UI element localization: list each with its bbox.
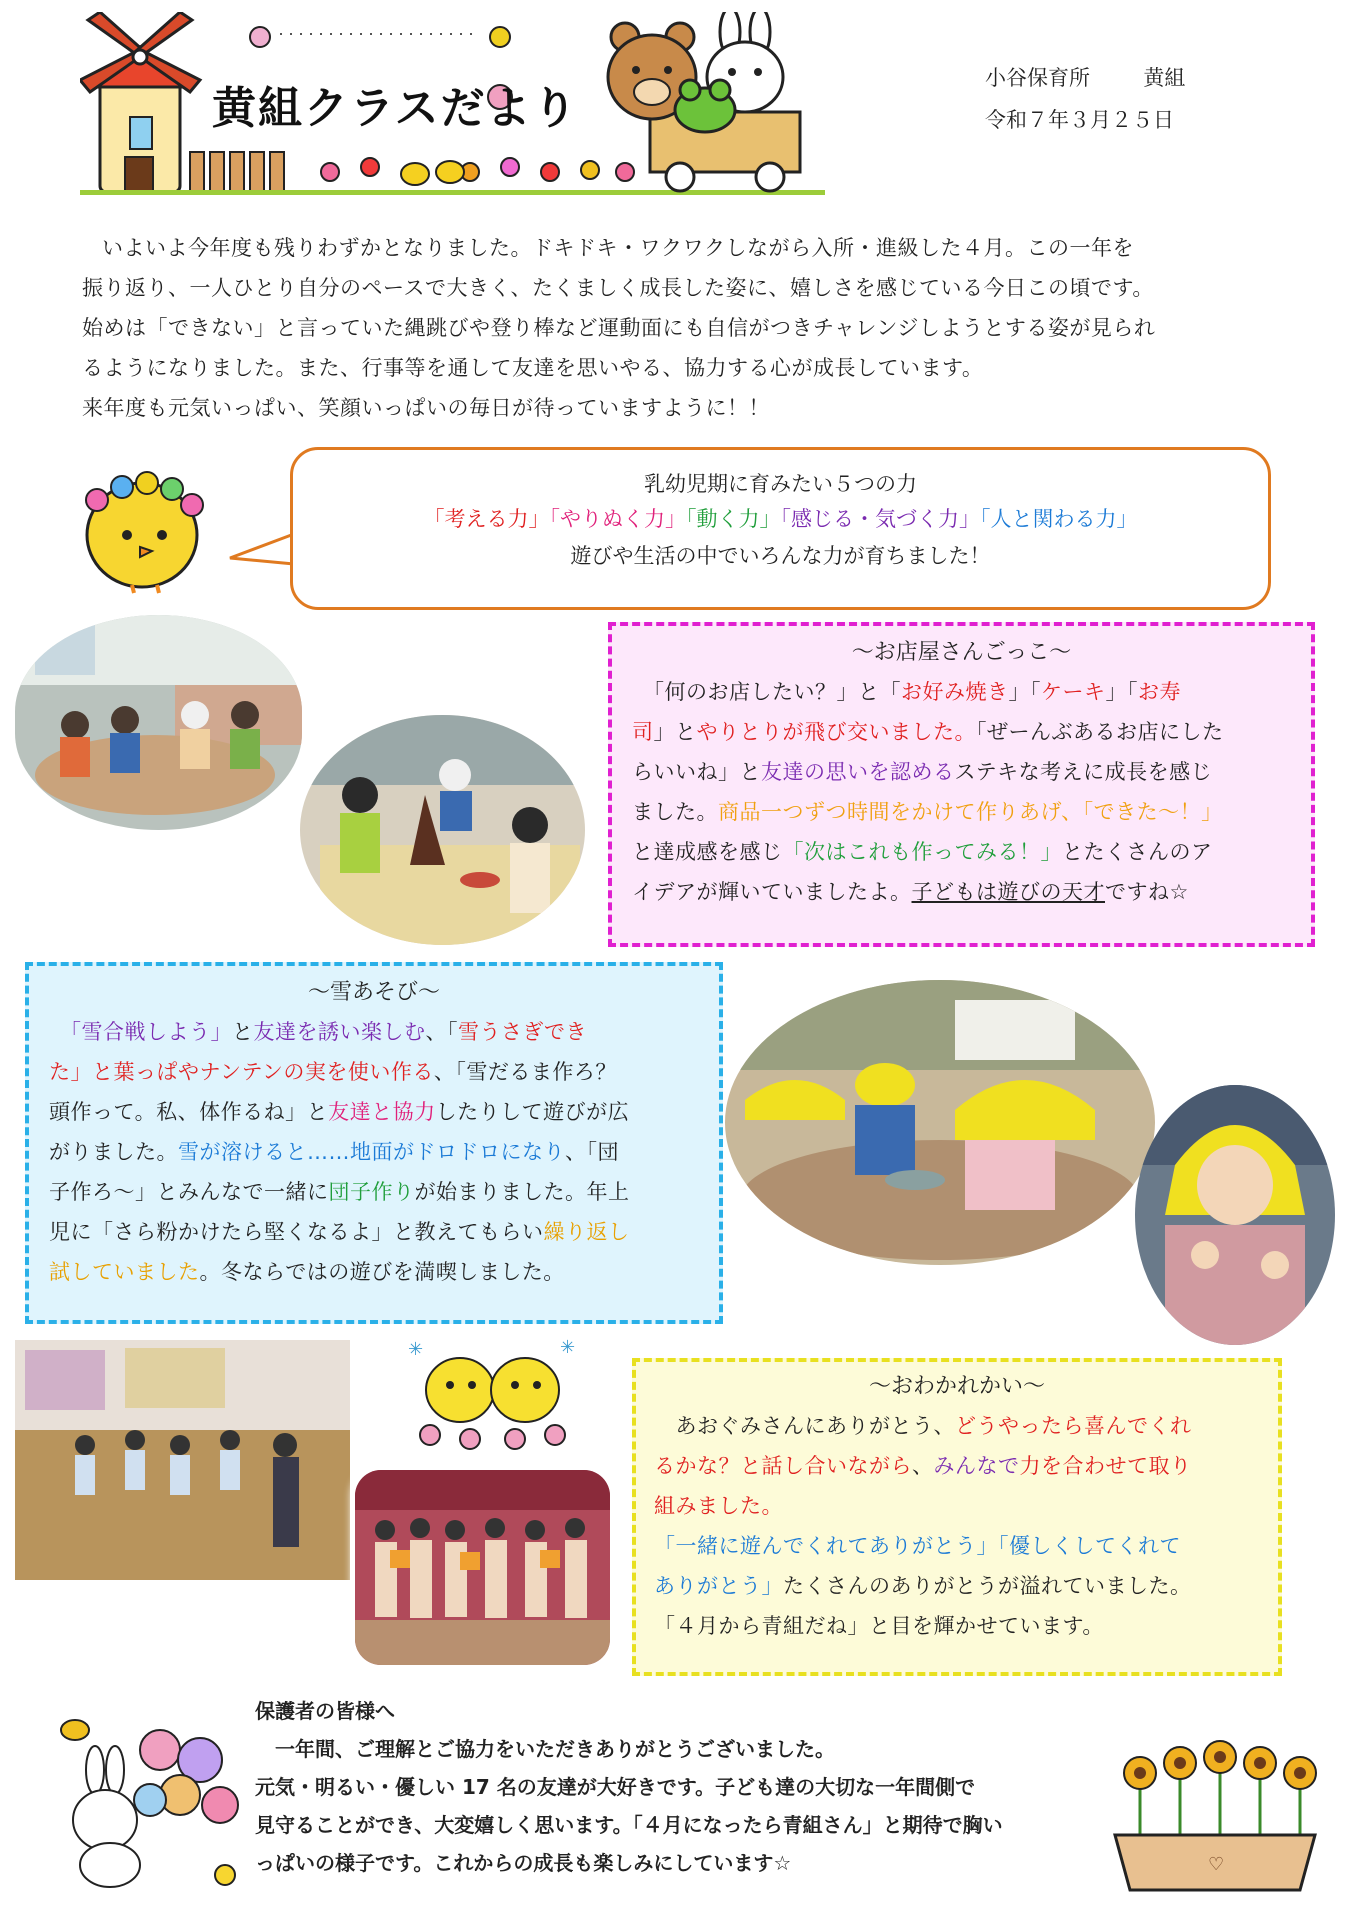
photo-farewell-presentation <box>355 1470 610 1665</box>
power-think: 「考える力」 <box>423 507 550 531</box>
photo-snow-group <box>725 980 1155 1265</box>
power-relate: 「人と関わる力」 <box>980 507 1138 531</box>
text-segment: 」「 <box>1105 680 1138 704</box>
parents-line: 見守ることができ、大変嬉しく思います。「４月になったら青組さん」と期待で胸い <box>255 1813 1003 1837</box>
text-segment: ケーキ <box>1041 680 1106 704</box>
frog-icon <box>675 80 735 132</box>
farewell-line <box>654 1486 1278 1526</box>
text-segment: と <box>232 1020 254 1044</box>
shop-line <box>632 872 1311 912</box>
text-segment: 「雪合戦しよう」 <box>49 1020 232 1044</box>
text-segment: お寿 <box>1138 680 1181 704</box>
shop-line <box>632 752 1311 792</box>
parents-heading: 保護者の皆様へ <box>255 1699 395 1723</box>
bubble-tail <box>228 530 298 570</box>
snow-line <box>49 1092 719 1132</box>
snow-line <box>49 1012 719 1052</box>
snow-line <box>49 1052 719 1092</box>
shop-body <box>612 672 1311 912</box>
text-segment: たくさんのありがとうが溢れていました。 <box>783 1574 1192 1598</box>
photo-farewell-game <box>15 1340 350 1580</box>
text-segment: ました。 <box>632 800 718 824</box>
text-segment: 「４月から青組だね」と目を輝かせています。 <box>654 1614 1104 1638</box>
text-segment: 児に「さら粉かけたら堅くなるよ」と教えてもらい <box>49 1220 544 1244</box>
text-segment: 。冬ならではの遊びを満喫しました。 <box>199 1260 565 1284</box>
text-segment: 」「 <box>1008 680 1041 704</box>
snow-play-box <box>25 962 723 1324</box>
shop-play-box <box>608 622 1315 947</box>
text-segment: 「ぜーんぶあるお店にした <box>976 720 1224 744</box>
text-segment: 試していました <box>49 1260 200 1284</box>
text-segment: 、「 <box>425 1020 458 1044</box>
intro-line: 始めは「できない」と言っていた縄跳びや登り棒など運動面にも自信がつきチャレンジしようとする姿が見られ <box>82 316 1156 340</box>
text-segment: るかな？と話し合いながら <box>654 1454 912 1478</box>
school-label: 小谷保育所 <box>985 66 1090 90</box>
chicks-illustration <box>400 1335 585 1455</box>
parents-line: 一年間、ご理解とご協力をいただきありがとうございました。 <box>255 1737 835 1761</box>
flower-icon <box>134 1730 238 1823</box>
farewell-line <box>654 1446 1278 1486</box>
text-segment: とたくさんのア <box>1062 840 1213 864</box>
text-segment: したりして遊びが広 <box>435 1100 630 1124</box>
shop-line <box>632 832 1311 872</box>
text-segment: 団子作り <box>328 1180 415 1204</box>
text-segment: 」と <box>653 720 697 744</box>
text-segment: 「何のお店したい？」と「 <box>632 680 901 704</box>
text-segment: 友達と協力 <box>328 1100 436 1124</box>
farewell-body <box>636 1406 1278 1646</box>
intro-line: 振り返り、一人ひとり自分のペースで大きく、たくましく成長した姿に、嬉しさを感じている今日この頃です。 <box>82 276 1154 300</box>
text-segment: どうやったら喜んでくれ <box>955 1414 1192 1438</box>
text-segment: 葉っぱやナンテンの実を使い作る <box>113 1060 434 1084</box>
intro-paragraph <box>82 228 1282 428</box>
flowerpot-icon <box>1100 1735 1330 1895</box>
text-segment: お好み焼き <box>901 680 1009 704</box>
text-segment: が始まりました。年上 <box>414 1180 630 1204</box>
text-segment: ありがとう」 <box>654 1574 783 1598</box>
text-segment: ステキな考えに成長を感じ <box>954 760 1213 784</box>
intro-line: いよいよ今年度も残りわずかとなりました。ドキドキ・ワクワクしながら入所・進級した４月。この一年を <box>102 236 1134 260</box>
rabbit-icon <box>73 1746 140 1887</box>
text-segment: 雪うさぎでき <box>458 1020 587 1044</box>
shop-line <box>632 712 1311 752</box>
powers-line <box>293 500 1268 538</box>
text-segment: 、 <box>912 1454 934 1478</box>
text-segment: 友達を誘い楽しむ <box>253 1020 426 1044</box>
text-segment: 「できた～！」 <box>1082 800 1223 824</box>
flowerpot-illustration <box>1100 1735 1330 1895</box>
snow-line <box>49 1212 719 1252</box>
chick-mascot <box>62 455 212 595</box>
school-name <box>985 62 1185 92</box>
parents-line: 元気・明るい・優しい 17 名の友達が大好きです。子ども達の大切な一年間側で <box>255 1775 976 1799</box>
bubble-closing: 遊びや生活の中でいろんな力が育ちました！ <box>570 544 991 568</box>
text-segment: ですね☆ <box>1105 880 1189 904</box>
text-segment: 繰り返し <box>543 1220 630 1244</box>
chick-icon <box>401 161 464 185</box>
photo-shop-play <box>300 715 585 945</box>
svg-text:✳: ✳ <box>408 1339 424 1360</box>
power-feel: 「感じる・気づく力」 <box>780 507 980 531</box>
chick-icon <box>215 1865 235 1885</box>
text-segment: らいいね」と <box>632 760 761 784</box>
chick-icon <box>400 1335 585 1455</box>
text-segment: 「次はこれも作ってみる！」 <box>782 840 1062 864</box>
shop-title: ～お店屋さんごっこ～ <box>851 640 1072 665</box>
shop-line <box>632 672 1311 712</box>
text-segment: 友達の思いを認める <box>761 760 955 784</box>
text-segment: 組みました。 <box>654 1494 783 1518</box>
text-segment: 司 <box>632 720 654 744</box>
text-segment: 商品一つずつ時間をかけて作りあげ、 <box>718 800 1083 824</box>
power-persist: 「やりぬく力」 <box>549 507 686 531</box>
bunny-flowers-illustration <box>50 1710 250 1890</box>
shop-line <box>632 792 1311 832</box>
svg-text:♡: ♡ <box>1208 1854 1225 1875</box>
text-segment: た」と <box>49 1060 114 1084</box>
snow-body <box>29 1012 719 1292</box>
text-segment: 「一緒に遊んでくれてありがとう」「優しくしてくれて <box>654 1534 1181 1558</box>
parents-message <box>255 1692 1115 1882</box>
flower-icon <box>420 1425 565 1449</box>
text-segment: 、「雪だるま作ろ？ <box>433 1060 617 1084</box>
snow-title: ～雪あそび～ <box>307 980 440 1005</box>
farewell-box <box>632 1358 1282 1676</box>
text-segment: みんなで <box>933 1454 1020 1478</box>
intro-line: 来年度も元気いっぱい、笑顔いっぱいの毎日が待っていますように！！ <box>82 396 770 420</box>
text-segment: イデアが輝いていましたよ。 <box>632 880 912 904</box>
snow-line <box>49 1252 719 1292</box>
five-powers-bubble <box>290 447 1271 610</box>
intro-line: るようになりました。また、行事等を通して友達を思いやる、協力する心が成長しています。 <box>82 356 984 380</box>
farewell-line <box>654 1406 1278 1446</box>
photo-snow-child <box>1135 1085 1335 1345</box>
text-segment: 雪が溶けると……地面がドロドロになり <box>178 1140 565 1164</box>
snow-line <box>49 1132 719 1172</box>
farewell-title: ～おわかれかい～ <box>868 1374 1045 1399</box>
parents-line: っぱいの様子です。これからの成長も楽しみにしています☆ <box>255 1851 792 1875</box>
text-segment: 子作ろ～」とみんなで一緒に <box>49 1180 329 1204</box>
text-segment: と達成感を感じ <box>632 840 783 864</box>
class-label: 黄組 <box>1143 66 1186 90</box>
text-segment: 、「団 <box>565 1140 619 1164</box>
text-segment: 頭作って。私、体作るね」と <box>49 1100 329 1124</box>
bubble-heading: 乳幼児期に育みたい５つの力 <box>644 472 917 496</box>
header-banner <box>80 12 825 197</box>
text-segment: 力を合わせて取り <box>1019 1454 1192 1478</box>
text-segment: 子どもは遊びの天才 <box>911 880 1105 904</box>
text-segment: あおぐみさんにありがとう、 <box>654 1414 955 1438</box>
newsletter-title: 黄組クラスだより <box>212 83 579 134</box>
power-move: 「動く力」 <box>686 507 781 531</box>
bee-icon <box>61 1720 89 1740</box>
text-segment: がりました。 <box>49 1140 178 1164</box>
farewell-line <box>654 1526 1278 1566</box>
chick-icon <box>62 455 212 595</box>
farewell-line <box>654 1606 1278 1646</box>
photo-shop-classroom <box>15 615 302 830</box>
text-segment: やりとりが飛び交いました。 <box>696 720 976 744</box>
snow-line <box>49 1172 719 1212</box>
windmill-icon <box>80 12 200 192</box>
svg-text:✳: ✳ <box>560 1337 576 1358</box>
issue-date: 令和７年３月２５日 <box>985 108 1174 132</box>
farewell-line <box>654 1566 1278 1606</box>
